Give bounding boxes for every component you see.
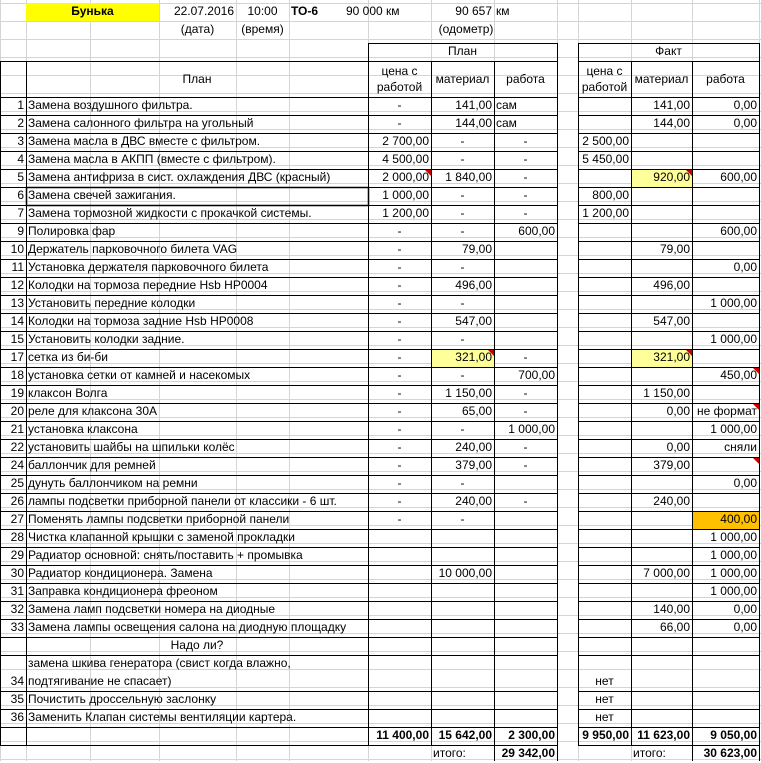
fact-price-cell[interactable] [578, 259, 631, 277]
fact-price-cell[interactable] [578, 529, 631, 547]
plan-material-cell[interactable]: - [460, 422, 465, 436]
plan-material-cell[interactable] [431, 601, 494, 619]
task-name[interactable]: Заправка кондиционера фреоном [28, 584, 218, 598]
row-number[interactable]: 36 [10, 710, 24, 724]
row-number[interactable]: 9 [17, 224, 24, 238]
row-number[interactable]: 12 [10, 278, 24, 292]
fact-price-cell[interactable]: нет [595, 692, 614, 706]
plan-group-header[interactable]: План [448, 44, 477, 58]
row-number[interactable]: 3 [17, 134, 24, 148]
row-number[interactable]: 26 [10, 494, 24, 508]
plan-price-cell[interactable]: - [397, 242, 402, 256]
task-name[interactable]: Замена масла в АКПП (вместе с фильтром). [28, 152, 276, 166]
plan-labor-cell[interactable]: - [523, 188, 528, 202]
to-cell[interactable]: ТО-6 [291, 4, 319, 18]
plan-labor-cell[interactable] [494, 475, 557, 493]
fact-price-cell[interactable] [578, 421, 631, 439]
fact-material-cell[interactable] [631, 133, 692, 151]
plan-labor-cell[interactable] [494, 601, 557, 619]
fact-group-header[interactable]: Факт [655, 44, 682, 58]
plan-price-cell[interactable] [368, 565, 431, 583]
plan-labor-cell[interactable] [494, 529, 557, 547]
plan-material-cell[interactable]: 1 840,00 [445, 170, 492, 184]
fact-labor-cell[interactable]: 400,00 [720, 512, 757, 526]
fact-labor-cell[interactable]: 0,00 [733, 260, 757, 274]
plan-price-cell[interactable]: - [397, 476, 402, 490]
fact-material-cell[interactable] [631, 421, 692, 439]
task-name[interactable]: Замена свечей зажигания. [28, 188, 176, 202]
time-cell[interactable]: 10:00 [247, 4, 278, 18]
task-name[interactable]: лампы подсветки приборной панели от классики - 6 шт. [28, 494, 337, 508]
fact-price-cell[interactable] [578, 295, 631, 313]
task-name[interactable]: Замена воздушного фильтра. [28, 98, 193, 112]
plan-labor-cell[interactable]: - [523, 206, 528, 220]
fact-material-cell[interactable] [631, 205, 692, 223]
plan-price-cell[interactable]: - [397, 440, 402, 454]
fact-price-cell[interactable] [578, 511, 631, 529]
plan-material-cell[interactable]: - [460, 332, 465, 346]
task-name[interactable]: Замена лампы освещения салона на диодную площадку [28, 620, 347, 634]
plan-work-price-header[interactable] [368, 61, 431, 97]
plan-price-cell[interactable]: - [397, 314, 402, 328]
plan-price-cell[interactable]: 4 500,00 [382, 152, 429, 166]
fact-labor-cell[interactable] [692, 151, 759, 169]
plan-labor-cell[interactable] [494, 295, 557, 313]
fact-labor-header[interactable]: работа [706, 72, 745, 86]
plan-material-cell[interactable]: - [460, 476, 465, 490]
plan-price-cell[interactable]: - [397, 278, 402, 292]
plan-labor-cell[interactable]: - [523, 134, 528, 148]
fact-price-cell[interactable] [578, 439, 631, 457]
row-number[interactable]: 20 [10, 404, 24, 418]
row-number[interactable]: 19 [10, 386, 24, 400]
fact-labor-cell[interactable]: 0,00 [733, 620, 757, 634]
fact-labor-cell[interactable]: 1 000,00 [710, 332, 757, 346]
plan-material-cell[interactable]: - [460, 512, 465, 526]
fact-labor-cell[interactable]: 1 000,00 [710, 566, 757, 580]
plan-labor-cell[interactable]: сам [496, 116, 517, 130]
plan-price-cell[interactable]: - [397, 116, 402, 130]
date-label[interactable]: (дата) [180, 22, 215, 36]
date-cell[interactable]: 22.07.2016 [173, 4, 234, 18]
plan-labor-cell[interactable] [494, 565, 557, 583]
fact-price-cell[interactable] [578, 385, 631, 403]
plan-price-cell[interactable]: - [397, 404, 402, 418]
km-unit-cell[interactable]: км [496, 4, 510, 18]
plan-material-total[interactable]: 15 642,00 [438, 728, 492, 742]
comment-indicator-icon[interactable] [488, 350, 494, 356]
plan-material-cell[interactable]: 547,00 [455, 314, 492, 328]
task-name-line[interactable]: подтягивание не спасает) [28, 674, 172, 688]
fact-material-cell[interactable]: 547,00 [653, 314, 690, 328]
row-number[interactable]: 28 [10, 530, 24, 544]
task-name[interactable]: установка клаксона [28, 422, 138, 436]
plan-material-cell[interactable]: 79,00 [461, 242, 492, 256]
fact-labor-cell[interactable] [692, 385, 759, 403]
plan-price-cell[interactable]: 2 000,00 [382, 170, 429, 184]
fact-material-cell[interactable] [631, 529, 692, 547]
plan-price-cell[interactable]: - [397, 512, 402, 526]
fact-material-cell[interactable]: 141,00 [653, 98, 690, 112]
header-line: цена с [586, 64, 623, 78]
plan-price-cell[interactable]: 1 200,00 [382, 206, 429, 220]
row-number[interactable]: 10 [10, 242, 24, 256]
fact-material-cell[interactable]: 379,00 [653, 458, 690, 472]
comment-indicator-icon[interactable] [753, 368, 759, 374]
fact-price-cell[interactable]: нет [595, 674, 614, 688]
plan-material-cell[interactable]: 141,00 [455, 98, 492, 112]
row-number[interactable]: 14 [10, 314, 24, 328]
task-name[interactable]: установить шайбы на шпильки колёс [28, 440, 235, 454]
fact-labor-cell[interactable]: 1 000,00 [710, 530, 757, 544]
fact-labor-cell[interactable]: не формат [696, 404, 757, 418]
fact-price-cell[interactable] [578, 277, 631, 295]
fact-labor-cell[interactable] [692, 205, 759, 223]
fact-material-cell[interactable]: 1 150,00 [643, 386, 690, 400]
plan-material-cell[interactable]: - [460, 206, 465, 220]
plan-labor-cell[interactable]: - [523, 152, 528, 166]
fact-material-cell[interactable] [631, 583, 692, 601]
fact-material-cell[interactable] [631, 187, 692, 205]
fact-labor-total[interactable]: 9 050,00 [710, 728, 757, 742]
row-number[interactable]: 17 [10, 350, 24, 364]
fact-labor-cell[interactable] [692, 241, 759, 259]
fact-price-cell[interactable]: 5 450,00 [582, 152, 629, 166]
plan-price-cell[interactable]: - [397, 386, 402, 400]
header-line: цена с [381, 64, 418, 78]
fact-material-cell[interactable]: 0,00 [666, 404, 690, 418]
plan-grand-total[interactable]: 29 342,00 [501, 746, 555, 760]
fact-price-cell[interactable]: нет [595, 710, 614, 724]
fact-labor-cell[interactable]: 600,00 [720, 170, 757, 184]
fact-labor-cell[interactable] [692, 133, 759, 151]
fact-labor-cell[interactable]: 1 000,00 [710, 548, 757, 562]
plan-column-header[interactable]: План [182, 72, 212, 86]
fact-material-cell[interactable]: 240,00 [653, 494, 690, 508]
plan-material-cell[interactable]: - [460, 224, 465, 238]
plan-labor-cell[interactable] [494, 547, 557, 565]
task-name[interactable]: баллончик для ремней [28, 458, 156, 472]
plan-labor-cell[interactable] [494, 277, 557, 295]
plan-price-cell[interactable] [368, 601, 431, 619]
plan-labor-cell[interactable] [494, 331, 557, 349]
plan-material-cell[interactable]: 496,00 [455, 278, 492, 292]
fact-price-cell[interactable]: 2 500,00 [582, 134, 629, 148]
fact-labor-cell[interactable] [692, 457, 759, 475]
task-name[interactable]: Замена тормозной жидкости с прокачкой системы. [28, 206, 312, 220]
plan-price-cell[interactable]: - [397, 368, 402, 382]
fact-price-cell[interactable] [578, 475, 631, 493]
comment-indicator-icon[interactable] [686, 350, 692, 356]
plan-material-cell[interactable]: - [460, 152, 465, 166]
plan-material-cell[interactable]: - [460, 188, 465, 202]
row-number[interactable]: 29 [10, 548, 24, 562]
name-cell[interactable]: Бунька [71, 4, 114, 18]
plan-price-cell[interactable] [368, 547, 431, 565]
plan-price-cell[interactable]: - [397, 98, 402, 112]
row-number[interactable]: 13 [10, 296, 24, 310]
fact-labor-cell[interactable] [692, 277, 759, 295]
row-number[interactable]: 7 [17, 206, 24, 220]
fact-material-cell[interactable]: 144,00 [653, 116, 690, 130]
task-name[interactable]: Установить передние колодки [28, 296, 196, 310]
plan-labor-cell[interactable] [494, 241, 557, 259]
fact-material-cell[interactable]: 321,00 [653, 350, 690, 364]
fact-material-cell[interactable]: 66,00 [659, 620, 690, 634]
task-name[interactable]: Полировка фар [28, 224, 116, 238]
fact-material-cell[interactable]: 496,00 [653, 278, 690, 292]
fact-labor-cell[interactable]: 1 000,00 [710, 422, 757, 436]
fact-price-cell[interactable] [578, 547, 631, 565]
plan-labor-cell[interactable]: - [523, 170, 528, 184]
fact-material-cell[interactable] [631, 331, 692, 349]
plan-labor-cell[interactable] [494, 259, 557, 277]
fact-material-cell[interactable]: 79,00 [659, 242, 690, 256]
fact-price-cell[interactable] [578, 457, 631, 475]
fact-labor-cell[interactable]: 1 000,00 [710, 584, 757, 598]
odometer-cell[interactable]: 90 657 [455, 4, 492, 18]
plan-material-cell[interactable] [431, 529, 494, 547]
comment-indicator-icon[interactable] [753, 404, 759, 410]
plan-price-cell[interactable]: 2 700,00 [382, 134, 429, 148]
fact-material-cell[interactable] [631, 223, 692, 241]
fact-price-cell[interactable] [578, 583, 631, 601]
plan-price-cell[interactable] [368, 619, 431, 637]
plan-material-cell[interactable] [431, 583, 494, 601]
fact-price-cell[interactable] [578, 565, 631, 583]
plan-price-cell[interactable]: - [397, 422, 402, 436]
task-name[interactable]: сетка из би-би [28, 350, 108, 364]
plan-price-cell[interactable] [368, 583, 431, 601]
fact-labor-cell[interactable]: 0,00 [733, 602, 757, 616]
task-name[interactable]: Держатель парковочного билета VAG [28, 242, 238, 256]
fact-work-price-header[interactable] [578, 61, 631, 97]
plan-total-label[interactable]: итого: [433, 746, 466, 760]
row-number[interactable]: 6 [17, 188, 24, 202]
task-name[interactable]: реле для клаксона 30А [28, 404, 158, 418]
fact-material-cell[interactable] [631, 547, 692, 565]
plan-labor-cell[interactable] [494, 511, 557, 529]
row-number[interactable]: 27 [10, 512, 24, 526]
plan-labor-cell[interactable] [494, 583, 557, 601]
plan-price-cell[interactable]: - [397, 494, 402, 508]
plan-price-cell[interactable]: - [397, 224, 402, 238]
plan-labor-cell[interactable]: - [523, 350, 528, 364]
fact-price-cell[interactable] [578, 169, 631, 187]
fact-price-cell[interactable] [578, 601, 631, 619]
plan-labor-cell[interactable]: 1 000,00 [508, 422, 555, 436]
fact-price-cell[interactable] [578, 367, 631, 385]
row-number[interactable]: 4 [17, 152, 24, 166]
comment-indicator-icon[interactable] [753, 458, 759, 464]
section-header[interactable]: Надо ли? [170, 638, 224, 652]
plan-price-cell[interactable]: - [397, 260, 402, 274]
fact-labor-cell[interactable]: 450,00 [720, 368, 757, 382]
row-number[interactable]: 15 [10, 332, 24, 346]
task-name[interactable]: Установка держателя парковочного билета [28, 260, 269, 274]
plan-material-cell[interactable] [431, 619, 494, 637]
row-number[interactable]: 18 [10, 368, 24, 382]
plan-price-cell[interactable]: - [397, 296, 402, 310]
fact-labor-cell[interactable]: 0,00 [733, 476, 757, 490]
fact-price-cell[interactable] [578, 241, 631, 259]
time-label[interactable]: (время) [241, 22, 284, 36]
task-name-line[interactable]: замена шкива генератора (свист когда влажно, [28, 656, 291, 670]
fact-price-cell[interactable] [578, 223, 631, 241]
fact-price-cell[interactable] [578, 313, 631, 331]
task-name[interactable]: Заменить Клапан системы вентиляции картера. [28, 710, 297, 724]
header-line: работой [581, 80, 628, 94]
row-number[interactable]: 25 [10, 476, 24, 490]
task-name[interactable]: Замена салонного фильтра на угольный [28, 116, 254, 130]
fact-material-cell[interactable]: 0,00 [666, 440, 690, 454]
row-number[interactable]: 22 [10, 440, 24, 454]
plan-material-cell[interactable]: - [460, 134, 465, 148]
fact-price-cell[interactable] [578, 403, 631, 421]
fact-material-cell[interactable] [631, 475, 692, 493]
plan-material-cell[interactable]: - [460, 260, 465, 274]
km-plan-cell[interactable]: 90 000 км [346, 4, 400, 18]
task-name[interactable]: Установить колодки задние. [28, 332, 185, 346]
plan-price-cell[interactable]: 1 000,00 [382, 188, 429, 202]
fact-material-header[interactable]: материал [634, 72, 689, 86]
fact-price-cell[interactable] [578, 97, 631, 115]
task-name[interactable]: Колодки на тормоза передние Hsb HP0004 [28, 278, 268, 292]
plan-material-cell[interactable]: - [460, 368, 465, 382]
fact-grand-total[interactable]: 30 623,00 [703, 746, 757, 760]
fact-material-cell[interactable] [631, 259, 692, 277]
row-number[interactable]: 32 [10, 602, 24, 616]
fact-material-cell[interactable]: 920,00 [653, 170, 690, 184]
fact-price-cell[interactable]: 800,00 [592, 188, 629, 202]
fact-labor-cell[interactable] [692, 187, 759, 205]
odometer-label[interactable]: (одометр) [438, 22, 494, 36]
plan-labor-header[interactable]: работа [506, 72, 545, 86]
fact-price-total[interactable]: 9 950,00 [582, 728, 629, 742]
row-number[interactable]: 5 [17, 170, 24, 184]
fact-price-cell[interactable] [578, 115, 631, 133]
task-name[interactable]: Поменять лампы подсветки приборной панели [28, 512, 290, 526]
fact-material-cell[interactable] [631, 295, 692, 313]
plan-material-header[interactable]: материал [435, 72, 490, 86]
task-name[interactable]: дунуть баллончиком на ремни [28, 476, 198, 490]
task-name[interactable]: Замена ламп подсветки номера на диодные [28, 602, 276, 616]
plan-labor-cell[interactable]: - [523, 494, 528, 508]
fact-price-cell[interactable] [578, 619, 631, 637]
plan-labor-cell[interactable]: 700,00 [518, 368, 555, 382]
fact-price-cell[interactable] [578, 331, 631, 349]
plan-material-cell[interactable]: 1 150,00 [445, 386, 492, 400]
fact-labor-cell[interactable]: сняли [724, 440, 757, 454]
plan-material-cell[interactable]: 321,00 [455, 350, 492, 364]
plan-price-cell[interactable]: - [397, 350, 402, 364]
plan-labor-cell[interactable]: - [523, 386, 528, 400]
task-name[interactable]: Почистить дроссельную заслонку [28, 692, 217, 706]
header-line: работой [376, 80, 423, 94]
fact-material-total[interactable]: 11 623,00 [637, 728, 690, 742]
comment-indicator-icon[interactable] [686, 170, 692, 176]
row-number[interactable]: 2 [17, 116, 24, 130]
row-number[interactable]: 34 [10, 674, 24, 688]
plan-material-cell[interactable]: 65,00 [461, 404, 492, 418]
task-name[interactable]: Замена масла в ДВС вместе с фильтром. [28, 134, 261, 148]
plan-material-cell[interactable]: 10 000,00 [438, 566, 492, 580]
plan-price-cell[interactable] [368, 529, 431, 547]
fact-labor-cell[interactable]: 1 000,00 [710, 296, 757, 310]
row-number[interactable]: 1 [17, 98, 24, 112]
fact-material-cell[interactable] [631, 511, 692, 529]
fact-material-cell[interactable] [631, 151, 692, 169]
row-number[interactable]: 24 [10, 458, 24, 472]
row-number[interactable]: 21 [10, 422, 24, 436]
fact-labor-cell[interactable]: 0,00 [733, 116, 757, 130]
fact-material-cell[interactable] [631, 367, 692, 385]
fact-labor-cell[interactable] [692, 313, 759, 331]
plan-material-cell[interactable]: 144,00 [455, 116, 492, 130]
task-name[interactable]: Радиатор основной: снять/поставить + промывка [28, 548, 303, 562]
fact-material-cell[interactable]: 140,00 [653, 602, 690, 616]
plan-labor-cell[interactable] [494, 619, 557, 637]
fact-price-cell[interactable] [578, 493, 631, 511]
row-number[interactable]: 35 [10, 692, 24, 706]
plan-labor-cell[interactable] [494, 313, 557, 331]
plan-labor-cell[interactable]: - [523, 458, 528, 472]
plan-labor-total[interactable]: 2 300,00 [508, 728, 555, 742]
plan-material-cell[interactable]: 379,00 [455, 458, 492, 472]
row-number[interactable]: 31 [10, 584, 24, 598]
plan-material-cell[interactable] [431, 547, 494, 565]
plan-labor-cell[interactable]: - [523, 440, 528, 454]
task-name[interactable]: Чистка клапанной крышки с заменой прокладки [28, 530, 296, 544]
plan-material-cell[interactable]: 240,00 [455, 494, 492, 508]
plan-material-cell[interactable]: - [460, 296, 465, 310]
comment-indicator-icon[interactable] [425, 170, 431, 176]
plan-price-total[interactable]: 11 400,00 [376, 728, 429, 742]
fact-price-cell[interactable] [578, 349, 631, 367]
row-number[interactable]: 11 [11, 260, 24, 274]
fact-labor-cell[interactable] [692, 493, 759, 511]
fact-total-label[interactable]: итого: [633, 746, 666, 760]
fact-labor-cell[interactable] [692, 349, 759, 367]
plan-material-cell[interactable]: 240,00 [455, 440, 492, 454]
task-name[interactable]: Колодки на тормоза задние Hsb HP0008 [28, 314, 254, 328]
fact-price-cell[interactable]: 1 200,00 [582, 206, 629, 220]
fact-labor-cell[interactable]: 0,00 [733, 98, 757, 112]
row-number[interactable]: 33 [10, 620, 24, 634]
plan-price-cell[interactable]: - [397, 458, 402, 472]
plan-price-cell[interactable]: - [397, 332, 402, 346]
row-number[interactable]: 30 [10, 566, 24, 580]
task-name[interactable]: Радиатор кондиционера. Замена [28, 566, 213, 580]
task-name[interactable]: Замена антифриза в сист. охлаждения ДВС (красный) [28, 170, 331, 184]
fact-material-cell[interactable]: 7 000,00 [643, 566, 690, 580]
task-name[interactable]: клаксон Волга [28, 386, 108, 400]
plan-labor-cell[interactable]: 600,00 [518, 224, 555, 238]
fact-labor-cell[interactable]: 600,00 [720, 224, 757, 238]
plan-labor-cell[interactable]: - [523, 404, 528, 418]
plan-labor-cell[interactable]: сам [496, 98, 517, 112]
task-name[interactable]: установка сетки от камней и насекомых [28, 368, 251, 382]
